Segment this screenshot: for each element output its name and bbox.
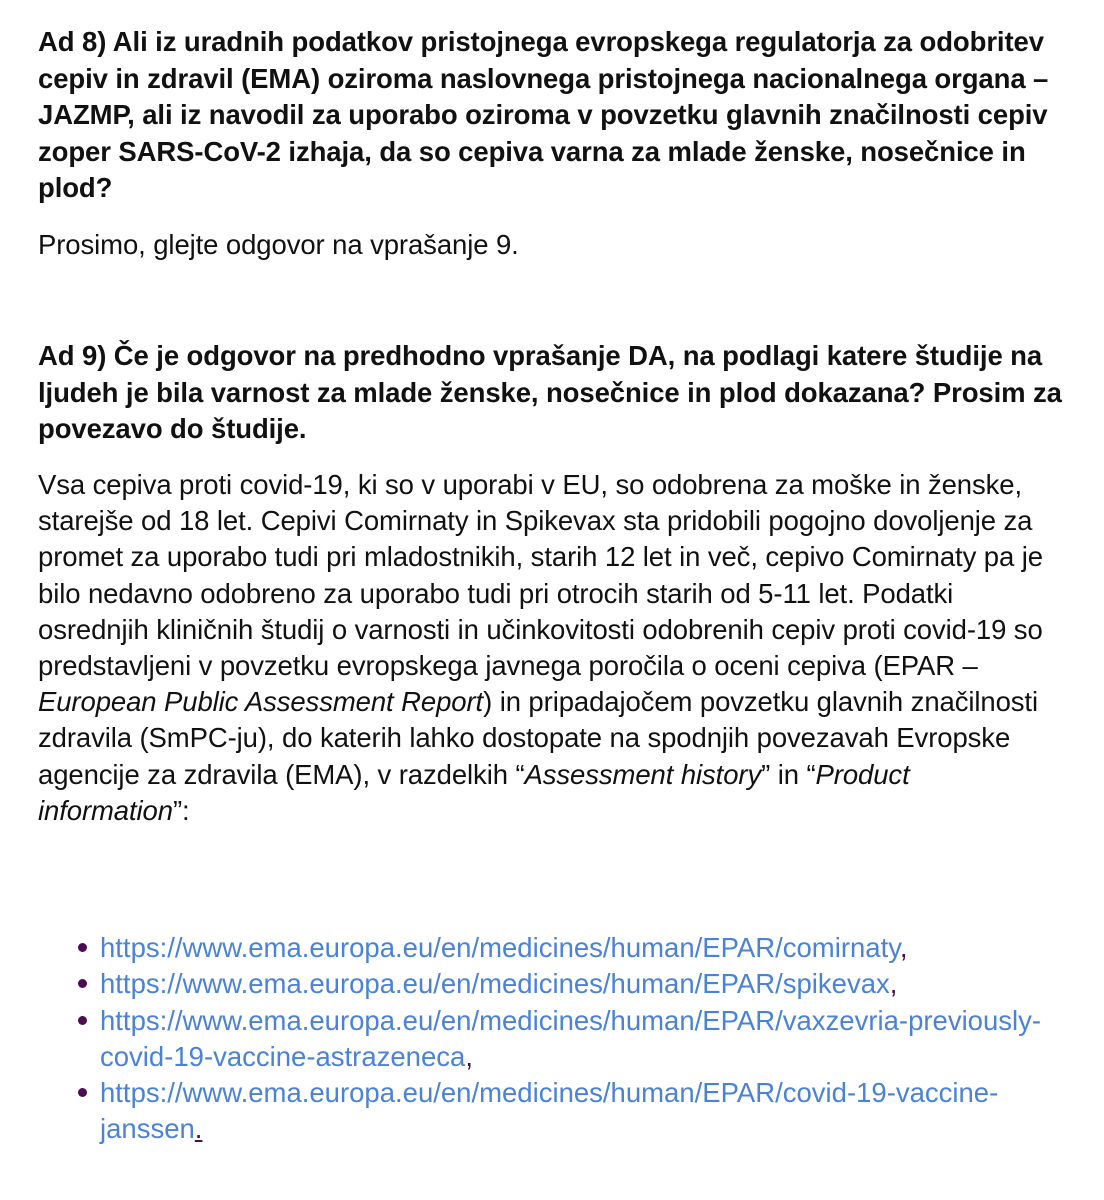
answer-9-segment: ”: xyxy=(172,794,190,826)
assessment-history-label: Assessment history xyxy=(524,758,762,790)
list-item xyxy=(100,1075,1060,1148)
link-suffix: , xyxy=(889,968,898,1000)
link-suffix: . xyxy=(194,1113,203,1145)
link-comirnaty[interactable]: https://www.ema.europa.eu/en/medicines/human/EPAR/comirnaty xyxy=(100,932,900,963)
link-spikevax[interactable]: https://www.ema.europa.eu/en/medicines/human/EPAR/spikevax xyxy=(100,968,890,1000)
list-item xyxy=(100,966,1060,1002)
link-suffix: , xyxy=(899,932,908,963)
answer-9-text xyxy=(38,467,1068,829)
epar-full-name: European Public Assessment Report xyxy=(38,686,484,718)
link-vaxzevria[interactable]: https://www.ema.europa.eu/en/medicines/human/EPAR/vaxzevria-previously-covid-19-vaccine-astrazeneca xyxy=(100,1004,1042,1072)
list-item xyxy=(100,1003,1060,1076)
product-information-label: Product information xyxy=(38,758,910,826)
bullet-icon xyxy=(78,1016,87,1025)
question-8-heading: Ad 8) Ali iz uradnih podatkov pristojnega evropskega regulatorja za odobritev cepiv in zdravil (EMA) oziroma naslovnega pristojnega nacionalnega organa – JAZMP, ali iz navodil za uporabo oziroma v povzetku glavnih značilnosti cepiv zoper SARS-CoV-2 izhaja, da so cepiva varna za mlade ženske, nosečnice in plod? xyxy=(38,26,1049,203)
answer-8-text: Prosimo, glejte odgovor na vprašanje 9. xyxy=(38,229,519,260)
answer-9-segment: ) in pripadajočem povzetku glavnih značilnosti zdravila (SmPC-ju), do katerih lahko dostopate na spodnjih povezavah Evropske agencije za zdravila (EMA), v razdelkih “ xyxy=(38,686,1038,790)
answer-9-segment: Vsa cepiva proti covid-19, ki so v uporabi v EU, so odobrena za moške in ženske, starejše od 18 let. Cepivi Comirnaty in Spikevax sta pridobili pogojno dovoljenje za promet za uporabo tudi pri mladostnikih, starih 12 let in več, cepivo Comirnaty pa je bilo nedavno odobreno za uporabo tudi pri otrocih starih od 5-11 let. Podatki osrednjih kliničnih študij o varnosti in učinkovitosti odobrenih cepiv proti covid-19 so predstavljeni v povzetku evropskega javnega poročila o oceni cepiva (EPAR – xyxy=(38,469,1043,682)
bullet-icon xyxy=(78,979,87,988)
ema-links-list xyxy=(38,930,1060,1148)
bullet-icon xyxy=(78,1088,87,1097)
bullet-icon xyxy=(78,943,87,952)
question-9-heading: Ad 9) Če je odgovor na predhodno vprašanje DA, na podlagi katere študije na ljudeh je bila varnost za mlade ženske, nosečnice in plod dokazana? Prosim za povezavo do študije. xyxy=(38,340,1062,444)
link-janssen[interactable]: https://www.ema.europa.eu/en/medicines/human/EPAR/covid-19-vaccine-janssen xyxy=(100,1077,999,1145)
list-item xyxy=(100,930,1060,966)
answer-9-segment: ” in “ xyxy=(761,758,816,790)
link-suffix: , xyxy=(465,1040,473,1072)
